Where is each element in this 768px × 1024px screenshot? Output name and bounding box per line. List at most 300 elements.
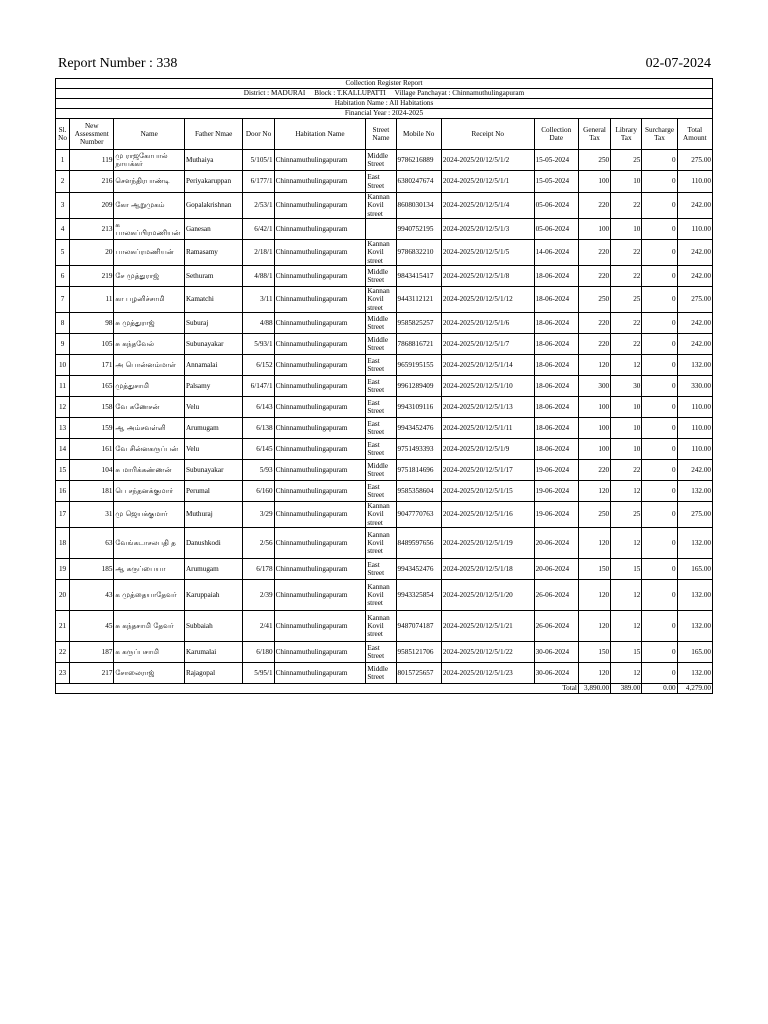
- cell-assessment-number: 165: [70, 376, 114, 397]
- cell-total-amount: 275.00: [677, 287, 712, 313]
- cell-father-name: Annamalai: [184, 355, 242, 376]
- cell-general-tax: 150: [578, 559, 610, 580]
- cell-collection-date: 18-06-2024: [534, 355, 578, 376]
- cell-general-tax: 150: [578, 642, 610, 663]
- report-title: Collection Register Report: [56, 79, 713, 89]
- cell-surcharge-tax: 0: [642, 376, 677, 397]
- cell-owner-name: சு மாரிக்கண்ணன்: [114, 460, 185, 481]
- cell-owner-name: வே சின்னகருப்பன்: [114, 439, 185, 460]
- cell-habitation-name: Chinnamuthulingapuram: [274, 334, 366, 355]
- table-row: [56, 171, 713, 193]
- cell-receipt-no: 2024-2025/20/12/5/1/21: [441, 611, 534, 642]
- cell-receipt-no: 2024-2025/20/12/5/1/11: [441, 418, 534, 439]
- cell-owner-name: சு கந்தவேல்: [114, 334, 185, 355]
- cell-sl-no: 5: [56, 240, 70, 266]
- cell-door-no: 6/145: [243, 439, 274, 460]
- cell-father-name: Palsamy: [184, 376, 242, 397]
- cell-street-name: East Street: [366, 642, 396, 663]
- cell-surcharge-tax: 0: [642, 439, 677, 460]
- cell-father-name: Perumal: [184, 481, 242, 502]
- cell-library-tax: 25: [611, 287, 642, 313]
- cell-library-tax: 22: [611, 240, 642, 266]
- column-header-receipt-no: Receipt No: [441, 119, 534, 150]
- cell-father-name: Subbaiah: [184, 611, 242, 642]
- cell-owner-name: சௌந்திரபாண்டி: [114, 171, 185, 193]
- cell-general-tax: 220: [578, 313, 610, 334]
- cell-collection-date: 30-06-2024: [534, 663, 578, 684]
- cell-father-name: Periyakaruppan: [184, 171, 242, 193]
- cell-surcharge-tax: 0: [642, 171, 677, 193]
- cell-general-tax: 300: [578, 376, 610, 397]
- cell-receipt-no: 2024-2025/20/12/5/1/9: [441, 439, 534, 460]
- cell-habitation-name: Chinnamuthulingapuram: [274, 266, 366, 287]
- column-header-collection-date: Collection Date: [534, 119, 578, 150]
- table-row: [56, 439, 713, 460]
- cell-surcharge-tax: 0: [642, 528, 677, 559]
- cell-receipt-no: 2024-2025/20/12/5/1/18: [441, 559, 534, 580]
- cell-father-name: Muthaiya: [184, 150, 242, 171]
- cell-total-amount: 242.00: [677, 240, 712, 266]
- cell-assessment-number: 43: [70, 580, 114, 611]
- cell-total-amount: 275.00: [677, 502, 712, 528]
- report-date: 02-07-2024: [645, 56, 711, 71]
- cell-library-tax: 25: [611, 502, 642, 528]
- cell-habitation-name: Chinnamuthulingapuram: [274, 313, 366, 334]
- cell-general-tax: 120: [578, 663, 610, 684]
- cell-receipt-no: 2024-2025/20/12/5/1/12: [441, 287, 534, 313]
- table-row: [56, 287, 713, 313]
- cell-door-no: 2/56: [243, 528, 274, 559]
- cell-receipt-no: 2024-2025/20/12/5/1/2: [441, 150, 534, 171]
- cell-door-no: 2/53/1: [243, 193, 274, 219]
- total-library-tax: 389.00: [611, 684, 642, 694]
- report-header-line: [56, 56, 711, 76]
- cell-library-tax: 12: [611, 528, 642, 559]
- cell-sl-no: 13: [56, 418, 70, 439]
- cell-mobile-no: 8489597656: [396, 528, 441, 559]
- cell-mobile-no: 9751493393: [396, 439, 441, 460]
- cell-library-tax: 15: [611, 559, 642, 580]
- cell-assessment-number: 219: [70, 266, 114, 287]
- cell-collection-date: 18-06-2024: [534, 439, 578, 460]
- cell-door-no: 6/177/1: [243, 171, 274, 193]
- cell-surcharge-tax: 0: [642, 150, 677, 171]
- cell-sl-no: 15: [56, 460, 70, 481]
- cell-street-name: East Street: [366, 439, 396, 460]
- table-row: [56, 528, 713, 559]
- cell-father-name: Danushkodi: [184, 528, 242, 559]
- cell-door-no: 3/11: [243, 287, 274, 313]
- cell-mobile-no: 9585358604: [396, 481, 441, 502]
- cell-owner-name: வே கணேசன்: [114, 397, 185, 418]
- column-header-mobile-no: Mobile No: [396, 119, 441, 150]
- cell-habitation-name: Chinnamuthulingapuram: [274, 397, 366, 418]
- cell-surcharge-tax: 0: [642, 559, 677, 580]
- register-rows: [56, 150, 713, 684]
- cell-surcharge-tax: 0: [642, 397, 677, 418]
- cell-street-name: Middle Street: [366, 663, 396, 684]
- cell-father-name: Gopalakrishnan: [184, 193, 242, 219]
- cell-surcharge-tax: 0: [642, 481, 677, 502]
- table-row: [56, 193, 713, 219]
- cell-total-amount: 132.00: [677, 611, 712, 642]
- total-surcharge-tax: 0.00: [642, 684, 677, 694]
- cell-door-no: 5/93/1: [243, 334, 274, 355]
- cell-mobile-no: 9751814696: [396, 460, 441, 481]
- cell-habitation-name: Chinnamuthulingapuram: [274, 559, 366, 580]
- cell-total-amount: 165.00: [677, 642, 712, 663]
- cell-street-name: Kannan Kovil street: [366, 502, 396, 528]
- cell-father-name: Subunayakar: [184, 460, 242, 481]
- cell-street-name: Middle Street: [366, 334, 396, 355]
- cell-surcharge-tax: 0: [642, 240, 677, 266]
- cell-habitation-name: Chinnamuthulingapuram: [274, 171, 366, 193]
- cell-habitation-name: Chinnamuthulingapuram: [274, 642, 366, 663]
- totals-label: Total: [56, 684, 579, 694]
- cell-total-amount: 242.00: [677, 460, 712, 481]
- table-row: [56, 642, 713, 663]
- cell-assessment-number: 45: [70, 611, 114, 642]
- cell-general-tax: 120: [578, 611, 610, 642]
- cell-street-name: Middle Street: [366, 460, 396, 481]
- cell-mobile-no: 9585825257: [396, 313, 441, 334]
- cell-total-amount: 275.00: [677, 150, 712, 171]
- cell-library-tax: 10: [611, 219, 642, 240]
- cell-street-name: East Street: [366, 481, 396, 502]
- cell-habitation-name: Chinnamuthulingapuram: [274, 376, 366, 397]
- cell-owner-name: முத்துசாமி: [114, 376, 185, 397]
- cell-assessment-number: 11: [70, 287, 114, 313]
- cell-father-name: Suburaj: [184, 313, 242, 334]
- cell-collection-date: 19-06-2024: [534, 502, 578, 528]
- cell-receipt-no: 2024-2025/20/12/5/1/19: [441, 528, 534, 559]
- cell-owner-name: க பாலசுப்பிரமணியன்: [114, 219, 185, 240]
- cell-library-tax: 30: [611, 376, 642, 397]
- cell-father-name: Ramasamy: [184, 240, 242, 266]
- cell-owner-name: ஆ அம்சவள்ளி: [114, 418, 185, 439]
- column-header-new-assessment-number: New Assessment Number: [70, 119, 114, 150]
- table-row: [56, 240, 713, 266]
- cell-mobile-no: 6380247674: [396, 171, 441, 193]
- cell-father-name: Sethuram: [184, 266, 242, 287]
- table-row: [56, 355, 713, 376]
- cell-assessment-number: 216: [70, 171, 114, 193]
- cell-father-name: Rajagopal: [184, 663, 242, 684]
- cell-door-no: 6/180: [243, 642, 274, 663]
- cell-door-no: 6/143: [243, 397, 274, 418]
- cell-general-tax: 120: [578, 355, 610, 376]
- cell-receipt-no: 2024-2025/20/12/5/1/7: [441, 334, 534, 355]
- cell-assessment-number: 98: [70, 313, 114, 334]
- table-row: [56, 460, 713, 481]
- cell-street-name: Kannan Kovil street: [366, 580, 396, 611]
- column-header-total-amount: Total Amount: [677, 119, 712, 150]
- cell-collection-date: 26-06-2024: [534, 580, 578, 611]
- cell-father-name: Ganesan: [184, 219, 242, 240]
- cell-owner-name: கா பழனிச்சாமி: [114, 287, 185, 313]
- cell-library-tax: 10: [611, 439, 642, 460]
- column-header-sl-no: Sl. No: [56, 119, 70, 150]
- cell-assessment-number: 105: [70, 334, 114, 355]
- cell-sl-no: 1: [56, 150, 70, 171]
- cell-door-no: 4/88/1: [243, 266, 274, 287]
- cell-habitation-name: Chinnamuthulingapuram: [274, 355, 366, 376]
- cell-surcharge-tax: 0: [642, 219, 677, 240]
- cell-street-name: East Street: [366, 355, 396, 376]
- cell-habitation-name: Chinnamuthulingapuram: [274, 287, 366, 313]
- cell-general-tax: 100: [578, 439, 610, 460]
- cell-sl-no: 7: [56, 287, 70, 313]
- cell-total-amount: 132.00: [677, 355, 712, 376]
- cell-door-no: 3/29: [243, 502, 274, 528]
- cell-street-name: Kannan Kovil street: [366, 240, 396, 266]
- cell-general-tax: 220: [578, 460, 610, 481]
- totals-row: [56, 684, 713, 694]
- cell-mobile-no: 9843415417: [396, 266, 441, 287]
- table-row: [56, 580, 713, 611]
- column-header-general-tax: General Tax: [578, 119, 610, 150]
- cell-mobile-no: 8608030134: [396, 193, 441, 219]
- cell-general-tax: 120: [578, 580, 610, 611]
- table-row: [56, 502, 713, 528]
- cell-general-tax: 250: [578, 287, 610, 313]
- cell-surcharge-tax: 0: [642, 334, 677, 355]
- cell-mobile-no: 9659195155: [396, 355, 441, 376]
- cell-assessment-number: 161: [70, 439, 114, 460]
- cell-sl-no: 23: [56, 663, 70, 684]
- cell-surcharge-tax: 0: [642, 193, 677, 219]
- report-number: Report Number : 338: [58, 56, 178, 71]
- cell-collection-date: 20-06-2024: [534, 559, 578, 580]
- cell-owner-name: அ பொன்னம்மாள்: [114, 355, 185, 376]
- cell-door-no: 6/178: [243, 559, 274, 580]
- cell-sl-no: 4: [56, 219, 70, 240]
- column-header-row: [56, 119, 713, 150]
- cell-receipt-no: 2024-2025/20/12/5/1/4: [441, 193, 534, 219]
- cell-sl-no: 8: [56, 313, 70, 334]
- cell-surcharge-tax: 0: [642, 502, 677, 528]
- cell-habitation-name: Chinnamuthulingapuram: [274, 528, 366, 559]
- table-row: [56, 559, 713, 580]
- cell-assessment-number: 187: [70, 642, 114, 663]
- cell-total-amount: 132.00: [677, 580, 712, 611]
- cell-sl-no: 2: [56, 171, 70, 193]
- cell-library-tax: 10: [611, 171, 642, 193]
- cell-sl-no: 22: [56, 642, 70, 663]
- cell-library-tax: 22: [611, 460, 642, 481]
- cell-door-no: 5/93: [243, 460, 274, 481]
- table-row: [56, 663, 713, 684]
- table-row: [56, 418, 713, 439]
- cell-door-no: 2/41: [243, 611, 274, 642]
- cell-door-no: 6/160: [243, 481, 274, 502]
- cell-surcharge-tax: 0: [642, 611, 677, 642]
- cell-collection-date: 18-06-2024: [534, 376, 578, 397]
- cell-assessment-number: 171: [70, 355, 114, 376]
- cell-library-tax: 22: [611, 313, 642, 334]
- cell-mobile-no: 9047770763: [396, 502, 441, 528]
- cell-library-tax: 25: [611, 150, 642, 171]
- cell-sl-no: 12: [56, 397, 70, 418]
- cell-assessment-number: 119: [70, 150, 114, 171]
- cell-mobile-no: 9585121706: [396, 642, 441, 663]
- cell-surcharge-tax: 0: [642, 266, 677, 287]
- cell-father-name: Arumugam: [184, 559, 242, 580]
- cell-collection-date: 05-06-2024: [534, 193, 578, 219]
- cell-collection-date: 30-06-2024: [534, 642, 578, 663]
- cell-collection-date: 26-06-2024: [534, 611, 578, 642]
- cell-collection-date: 18-06-2024: [534, 418, 578, 439]
- cell-assessment-number: 31: [70, 502, 114, 528]
- table-row: [56, 481, 713, 502]
- cell-library-tax: 10: [611, 418, 642, 439]
- column-header-father-name: Father Nmae: [184, 119, 242, 150]
- cell-surcharge-tax: 0: [642, 460, 677, 481]
- cell-sl-no: 9: [56, 334, 70, 355]
- cell-father-name: Karuppaiah: [184, 580, 242, 611]
- cell-habitation-name: Chinnamuthulingapuram: [274, 611, 366, 642]
- cell-total-amount: 242.00: [677, 334, 712, 355]
- cell-general-tax: 120: [578, 481, 610, 502]
- cell-general-tax: 100: [578, 171, 610, 193]
- cell-total-amount: 165.00: [677, 559, 712, 580]
- cell-street-name: [366, 219, 396, 240]
- report-financial-year: Financial Year : 2024-2025: [56, 109, 713, 119]
- cell-sl-no: 19: [56, 559, 70, 580]
- cell-general-tax: 100: [578, 219, 610, 240]
- cell-collection-date: 05-06-2024: [534, 219, 578, 240]
- cell-collection-date: 14-06-2024: [534, 240, 578, 266]
- cell-door-no: 6/138: [243, 418, 274, 439]
- cell-mobile-no: 8015725657: [396, 663, 441, 684]
- cell-collection-date: 20-06-2024: [534, 528, 578, 559]
- table-row: [56, 334, 713, 355]
- cell-father-name: Arumugam: [184, 418, 242, 439]
- cell-owner-name: பாலசுப்ரமணியன்: [114, 240, 185, 266]
- cell-father-name: Kamatchi: [184, 287, 242, 313]
- cell-assessment-number: 209: [70, 193, 114, 219]
- cell-general-tax: 220: [578, 334, 610, 355]
- cell-owner-name: க கருப்பசாமி: [114, 642, 185, 663]
- cell-street-name: Kannan Kovil street: [366, 611, 396, 642]
- column-header-habitation-name: Habitation Name: [274, 119, 366, 150]
- cell-owner-name: சே முத்துராஜ்: [114, 266, 185, 287]
- cell-habitation-name: Chinnamuthulingapuram: [274, 580, 366, 611]
- cell-general-tax: 250: [578, 502, 610, 528]
- cell-habitation-name: Chinnamuthulingapuram: [274, 193, 366, 219]
- report-habitation: Habitation Name : All Habitations: [56, 99, 713, 109]
- table-row: [56, 611, 713, 642]
- cell-mobile-no: 9786832210: [396, 240, 441, 266]
- total-general-tax: 3,890.00: [578, 684, 610, 694]
- cell-street-name: East Street: [366, 171, 396, 193]
- column-header-name: Name: [114, 119, 185, 150]
- cell-total-amount: 242.00: [677, 313, 712, 334]
- cell-sl-no: 16: [56, 481, 70, 502]
- cell-total-amount: 132.00: [677, 528, 712, 559]
- cell-receipt-no: 2024-2025/20/12/5/1/3: [441, 219, 534, 240]
- cell-assessment-number: 181: [70, 481, 114, 502]
- cell-collection-date: 18-06-2024: [534, 287, 578, 313]
- cell-street-name: Kannan Kovil street: [366, 528, 396, 559]
- cell-mobile-no: 9943452476: [396, 559, 441, 580]
- cell-collection-date: 18-06-2024: [534, 313, 578, 334]
- table-row: [56, 219, 713, 240]
- cell-owner-name: சோலைராஜ்: [114, 663, 185, 684]
- cell-receipt-no: 2024-2025/20/12/5/1/10: [441, 376, 534, 397]
- cell-general-tax: 120: [578, 528, 610, 559]
- cell-total-amount: 110.00: [677, 418, 712, 439]
- cell-general-tax: 250: [578, 150, 610, 171]
- cell-assessment-number: 158: [70, 397, 114, 418]
- cell-mobile-no: 9443112121: [396, 287, 441, 313]
- cell-father-name: Muthuraj: [184, 502, 242, 528]
- cell-door-no: 5/105/1: [243, 150, 274, 171]
- column-header-surcharge-tax: Surcharge Tax: [642, 119, 677, 150]
- cell-collection-date: 18-06-2024: [534, 334, 578, 355]
- cell-library-tax: 12: [611, 663, 642, 684]
- cell-habitation-name: Chinnamuthulingapuram: [274, 663, 366, 684]
- cell-owner-name: பெ சந்தனக்குமார்: [114, 481, 185, 502]
- cell-library-tax: 12: [611, 580, 642, 611]
- cell-owner-name: மு ஜெயக்குமார்: [114, 502, 185, 528]
- table-row: [56, 376, 713, 397]
- cell-street-name: Kannan Kovil street: [366, 193, 396, 219]
- cell-assessment-number: 63: [70, 528, 114, 559]
- cell-sl-no: 6: [56, 266, 70, 287]
- cell-library-tax: 22: [611, 266, 642, 287]
- cell-collection-date: 19-06-2024: [534, 460, 578, 481]
- cell-door-no: 2/39: [243, 580, 274, 611]
- cell-assessment-number: 159: [70, 418, 114, 439]
- cell-total-amount: 132.00: [677, 663, 712, 684]
- cell-door-no: 6/152: [243, 355, 274, 376]
- cell-door-no: 5/95/1: [243, 663, 274, 684]
- cell-habitation-name: Chinnamuthulingapuram: [274, 418, 366, 439]
- cell-habitation-name: Chinnamuthulingapuram: [274, 502, 366, 528]
- cell-assessment-number: 217: [70, 663, 114, 684]
- cell-street-name: East Street: [366, 418, 396, 439]
- cell-sl-no: 17: [56, 502, 70, 528]
- cell-mobile-no: 9940752195: [396, 219, 441, 240]
- cell-library-tax: 12: [611, 481, 642, 502]
- cell-habitation-name: Chinnamuthulingapuram: [274, 150, 366, 171]
- table-row: [56, 150, 713, 171]
- cell-habitation-name: Chinnamuthulingapuram: [274, 439, 366, 460]
- cell-sl-no: 10: [56, 355, 70, 376]
- cell-sl-no: 18: [56, 528, 70, 559]
- cell-collection-date: 19-06-2024: [534, 481, 578, 502]
- cell-collection-date: 15-05-2024: [534, 171, 578, 193]
- cell-sl-no: 11: [56, 376, 70, 397]
- cell-total-amount: 132.00: [677, 481, 712, 502]
- cell-sl-no: 21: [56, 611, 70, 642]
- cell-receipt-no: 2024-2025/20/12/5/1/1: [441, 171, 534, 193]
- cell-mobile-no: 9943109116: [396, 397, 441, 418]
- cell-mobile-no: 9943325854: [396, 580, 441, 611]
- cell-mobile-no: 9943452476: [396, 418, 441, 439]
- cell-door-no: 6/147/1: [243, 376, 274, 397]
- cell-receipt-no: 2024-2025/20/12/5/1/6: [441, 313, 534, 334]
- cell-owner-name: சு முத்துராஜ்: [114, 313, 185, 334]
- cell-father-name: Subunayakar: [184, 334, 242, 355]
- cell-general-tax: 220: [578, 193, 610, 219]
- cell-owner-name: க முத்தையாதேவர்: [114, 580, 185, 611]
- cell-surcharge-tax: 0: [642, 287, 677, 313]
- cell-general-tax: 100: [578, 418, 610, 439]
- cell-father-name: Velu: [184, 397, 242, 418]
- cell-total-amount: 242.00: [677, 193, 712, 219]
